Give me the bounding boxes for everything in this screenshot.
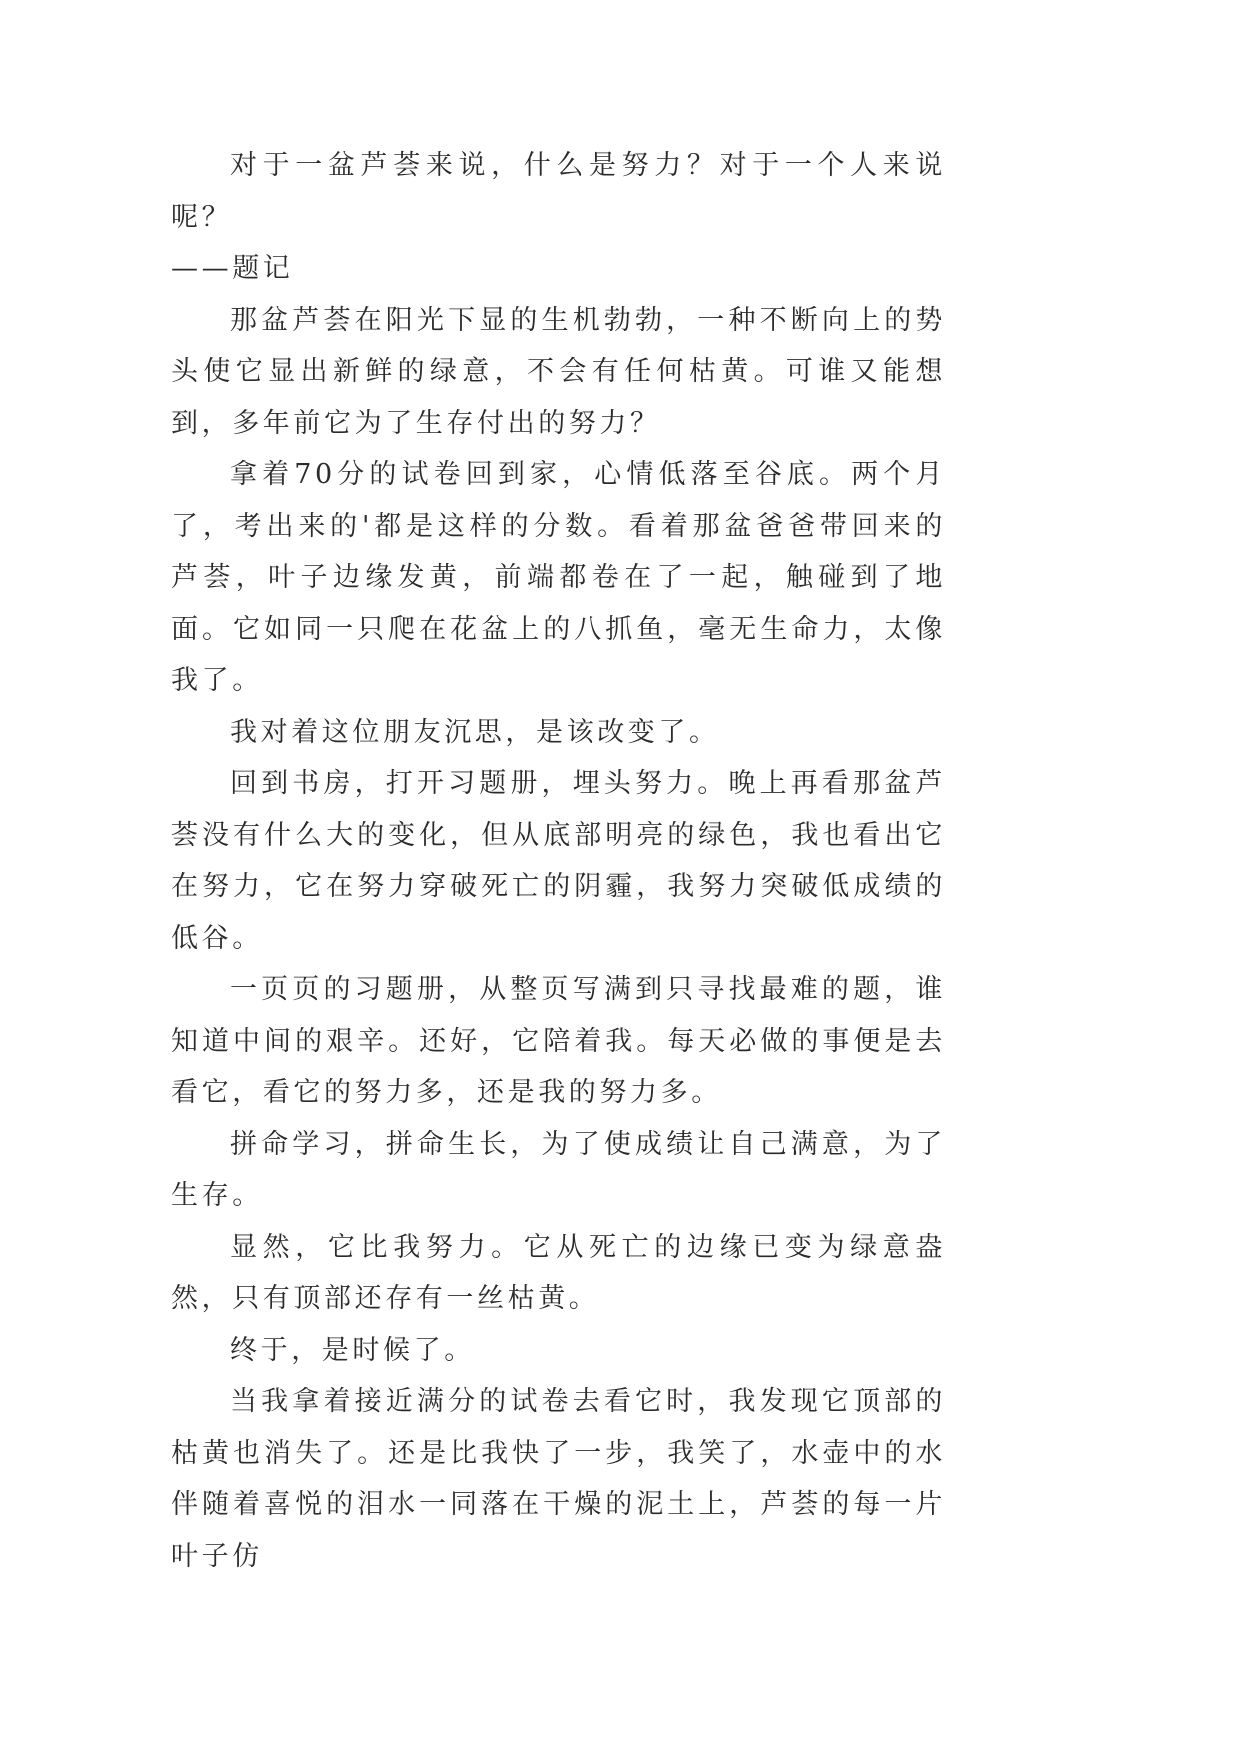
paragraph: 拼命学习，拼命生长，为了使成绩让自己满意，为了生存。 [171,1128,946,1211]
paragraph: 那盆芦荟在阳光下显的生机勃勃，一种不断向上的势头使它显出新鲜的绿意，不会有任何枯黄。可谁又能想到，多年前它为了生存付出的努力？ [171,304,946,439]
paragraph: 当我拿着接近满分的试卷去看它时，我发现它顶部的枯黄也消失了。还是比我快了一步，我笑了，水壶中的水伴随着喜悦的泪水一同落在干燥的泥土上，芦荟的每一片叶子仿 [171,1386,946,1572]
paragraph: 一页页的习题册，从整页写满到只寻找最难的题，谁知道中间的艰辛。还好，它陪着我。每天必做的事便是去看它，看它的努力多，还是我的努力多。 [171,974,946,1108]
paragraph: 我对着这位朋友沉思，是该改变了。 [230,716,720,748]
paragraph: 拿着70分的试卷回到家，心情低落至谷底。两个月了，考出来的'都是这样的分数。看着那盆爸爸带回来的芦荟，叶子边缘发黄，前端都卷在了一起，触碰到了地面。它如同一只爬在花盆上的八抓鱼，毫无生命力，太像我了。 [171,459,946,696]
paragraph: 终于，是时候了。 [230,1334,475,1366]
paragraph: 显然，它比我努力。它从死亡的边缘已变为绿意盎然，只有顶部还存有一丝枯黄。 [171,1231,946,1314]
article-body [171,140,946,1582]
epigraph-signature: ——题记 [171,253,294,284]
paragraph: 回到书房，打开习题册，埋头努力。晚上再看那盆芦荟没有什么大的变化，但从底部明亮的绿色，我也看出它在努力，它在努力穿破死亡的阴霾，我努力突破低成绩的低谷。 [171,768,946,954]
epigraph-question: 对于一盆芦荟来说，什么是努力？对于一个人来说呢？ [171,150,946,233]
